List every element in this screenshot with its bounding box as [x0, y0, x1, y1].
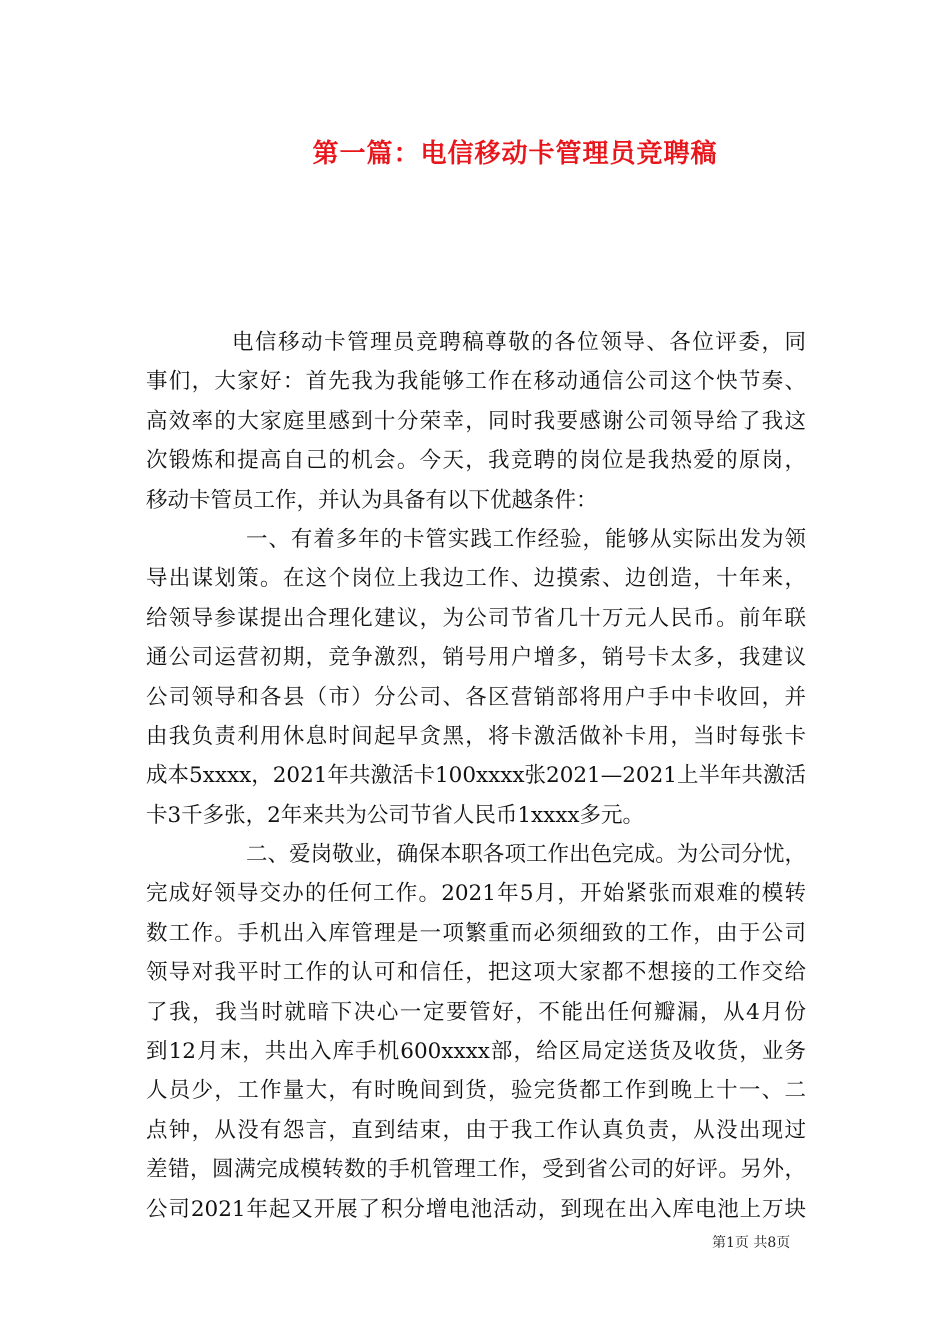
- page-number-footer: 第1页 共8页: [712, 1235, 791, 1251]
- body-line: 差错，圆满完成模转数的手机管理工作，受到省公司的好评。另外，: [146, 1157, 806, 1183]
- document-title: 第一篇：电信移动卡管理员竞聘稿: [312, 139, 718, 169]
- body-line: 电信移动卡管理员竞聘稿尊敬的各位领导、各位评委，同: [232, 330, 806, 355]
- body-line: 一、有着多年的卡管实践工作经验，能够从实际出发为领: [246, 526, 806, 552]
- body-line: 由我负责利用休息时间起早贪黑，将卡激活做补卡用，当时每张卡: [146, 723, 806, 749]
- body-line: 移动卡管员工作，并认为具备有以下优越条件：: [146, 487, 598, 513]
- body-line: 数工作。手机出入库管理是一项繁重而必须细致的工作，由于公司: [146, 920, 806, 946]
- body-line: 事们，大家好：首先我为我能够工作在移动通信公司这个快节奏、: [146, 369, 806, 395]
- body-line: 点钟，从没有怨言，直到结束，由于我工作认真负责，从没出现过: [146, 1117, 806, 1143]
- body-line: 领导对我平时工作的认可和信任，把这项大家都不想接的工作交给: [146, 960, 806, 986]
- body-line: 完成好领导交办的任何工作。2021年5月，开始紧张而艰难的模转: [146, 881, 806, 907]
- document-body: [146, 323, 806, 1229]
- body-line: 公司领导和各县（市）分公司、各区营销部将用户手中卡收回，并: [146, 684, 806, 710]
- body-line: 到12月末，共出入库手机600xxxx部，给区局定送货及收货，业务: [146, 1039, 806, 1065]
- body-line: 成本5xxxx，2021年共激活卡100xxxx张2021—2021上半年共激活: [146, 763, 806, 789]
- body-line: 导出谋划策。在这个岗位上我边工作、边摸索、边创造，十年来，: [146, 566, 806, 592]
- body-line: 人员少，工作量大，有时晚间到货，验完货都工作到晚上十一、二: [146, 1078, 806, 1104]
- body-line: 通公司运营初期，竞争激烈，销号用户增多，销号卡太多，我建议: [146, 645, 806, 671]
- body-line: 卡3千多张，2年来共为公司节省人民币1xxxx多元。: [146, 802, 645, 828]
- body-line: 次锻炼和提高自己的机会。今天，我竞聘的岗位是我热爱的原岗，: [146, 448, 806, 474]
- body-line: 二、爱岗敬业，确保本职各项工作出色完成。为公司分忧，: [246, 842, 806, 868]
- body-line: 高效率的大家庭里感到十分荣幸，同时我要感谢公司领导给了我这: [146, 408, 806, 434]
- body-line: 公司2021年起又开展了积分增电池活动，到现在出入库电池上万块: [146, 1196, 806, 1222]
- body-line: 给领导参谋提出合理化建议，为公司节省几十万元人民币。前年联: [146, 605, 806, 631]
- body-line: 了我，我当时就暗下决心一定要管好，不能出任何瓣漏，从4月份: [146, 999, 806, 1025]
